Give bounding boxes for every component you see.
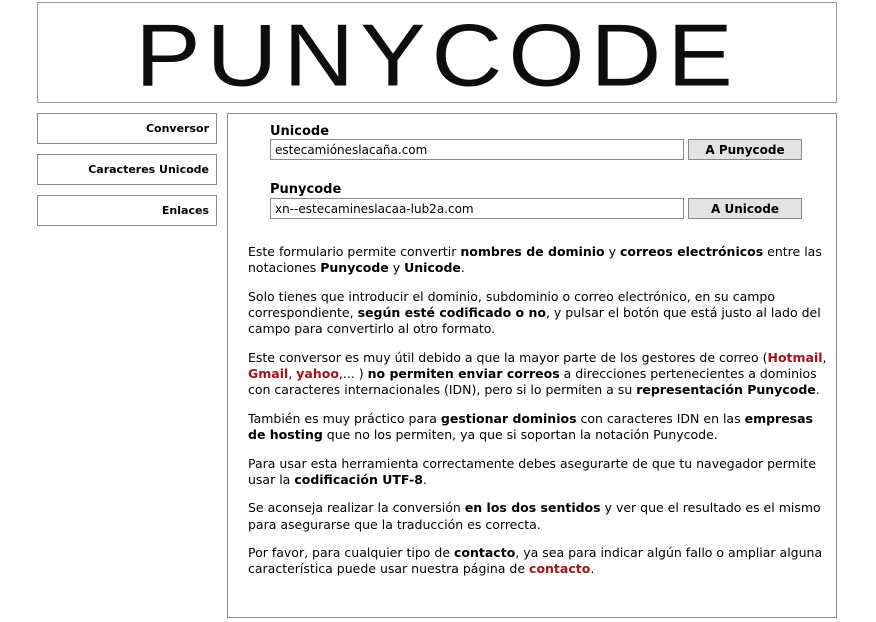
- contact-link[interactable]: contacto: [529, 561, 591, 577]
- description-paragraph: [248, 545, 828, 577]
- bold-text: empresas de hosting: [248, 410, 814, 442]
- text: , ya sea para indicar algún fallo o ampliar alguna característica puede usar nuestra página de: [248, 545, 823, 577]
- to-punycode-button[interactable]: A Punycode: [688, 139, 802, 160]
- description-paragraph: [248, 500, 828, 532]
- bold-text: en los dos sentidos: [464, 500, 601, 516]
- unicode-input[interactable]: [270, 139, 684, 160]
- link-hotmail[interactable]: Hotmail: [767, 349, 823, 365]
- header-logo-box: [37, 2, 837, 103]
- description-paragraph: [248, 411, 828, 443]
- link-yahoo[interactable]: yahoo: [296, 366, 339, 381]
- text: , y pulsar el botón que está justo al lado del campo para convertirlo al otro formato.: [248, 305, 821, 337]
- text: ,: [288, 366, 297, 381]
- site-logo: PUNYCODE: [135, 5, 739, 103]
- bold-text: no permiten enviar correos: [367, 366, 560, 381]
- bold-text: según esté codificado o no: [357, 305, 546, 320]
- text: y: [604, 244, 620, 259]
- text: Este formulario permite convertir: [248, 244, 461, 259]
- link-gmail[interactable]: Gmail: [248, 366, 289, 381]
- bold-text: codificación UTF-8: [294, 471, 423, 487]
- punycode-input[interactable]: [270, 198, 684, 219]
- text: .: [422, 471, 427, 487]
- text: .: [460, 260, 465, 276]
- text: Solo tienes que introducir el dominio, subdominio o correo electrónico, en su campo correspondiente,: [248, 288, 775, 320]
- text: que no los permiten, ya que si soportan la notación Punycode.: [322, 427, 718, 442]
- main-content: [227, 113, 837, 618]
- description-paragraph: [248, 350, 828, 399]
- text: Por favor, para cualquier tipo de: [248, 545, 454, 561]
- text: Este conversor es muy útil debido a que la mayor parte de los gestores de correo (: [248, 349, 768, 365]
- nav-item-caracteres-unicode[interactable]: Caracteres Unicode: [37, 154, 217, 185]
- text: .: [815, 382, 820, 398]
- text: con caracteres IDN en las: [576, 410, 745, 426]
- bold-text: Unicode: [404, 260, 461, 276]
- description: [248, 244, 828, 590]
- text: ,... ): [338, 366, 368, 381]
- bold-text: gestionar dominios: [440, 410, 577, 426]
- text: y ver que el resultado es el mismo para asegurarse que la traducción es correcta.: [248, 500, 821, 532]
- description-paragraph: [248, 244, 828, 276]
- punycode-label: Punycode: [270, 182, 342, 197]
- unicode-label: Unicode: [270, 124, 330, 139]
- nav-item-conversor[interactable]: Conversor: [37, 113, 217, 144]
- text: entre las notaciones: [248, 244, 822, 276]
- text: Para usar esta herramienta correctamente debes asegurarte de que tu navegador permite usar la: [248, 455, 816, 487]
- bold-text: nombres de dominio: [460, 244, 605, 259]
- text: ,: [822, 349, 827, 365]
- nav-item-enlaces[interactable]: Enlaces: [37, 195, 217, 226]
- bold-text: representación Punycode: [636, 382, 816, 398]
- text: También es muy práctico para: [248, 410, 441, 426]
- description-paragraph: [248, 456, 828, 488]
- description-paragraph: [248, 289, 828, 338]
- bold-text: contacto: [454, 545, 516, 561]
- text: .: [590, 561, 595, 577]
- to-unicode-button[interactable]: A Unicode: [688, 198, 802, 219]
- text: Se aconseja realizar la conversión: [248, 500, 465, 516]
- bold-text: correos electrónicos: [619, 244, 764, 259]
- bold-text: Punycode: [320, 260, 389, 276]
- text: y: [388, 260, 405, 276]
- text: a direcciones pertenecientes a dominios con caracteres internacionales (IDN), pero si lo permiten a su: [248, 366, 817, 398]
